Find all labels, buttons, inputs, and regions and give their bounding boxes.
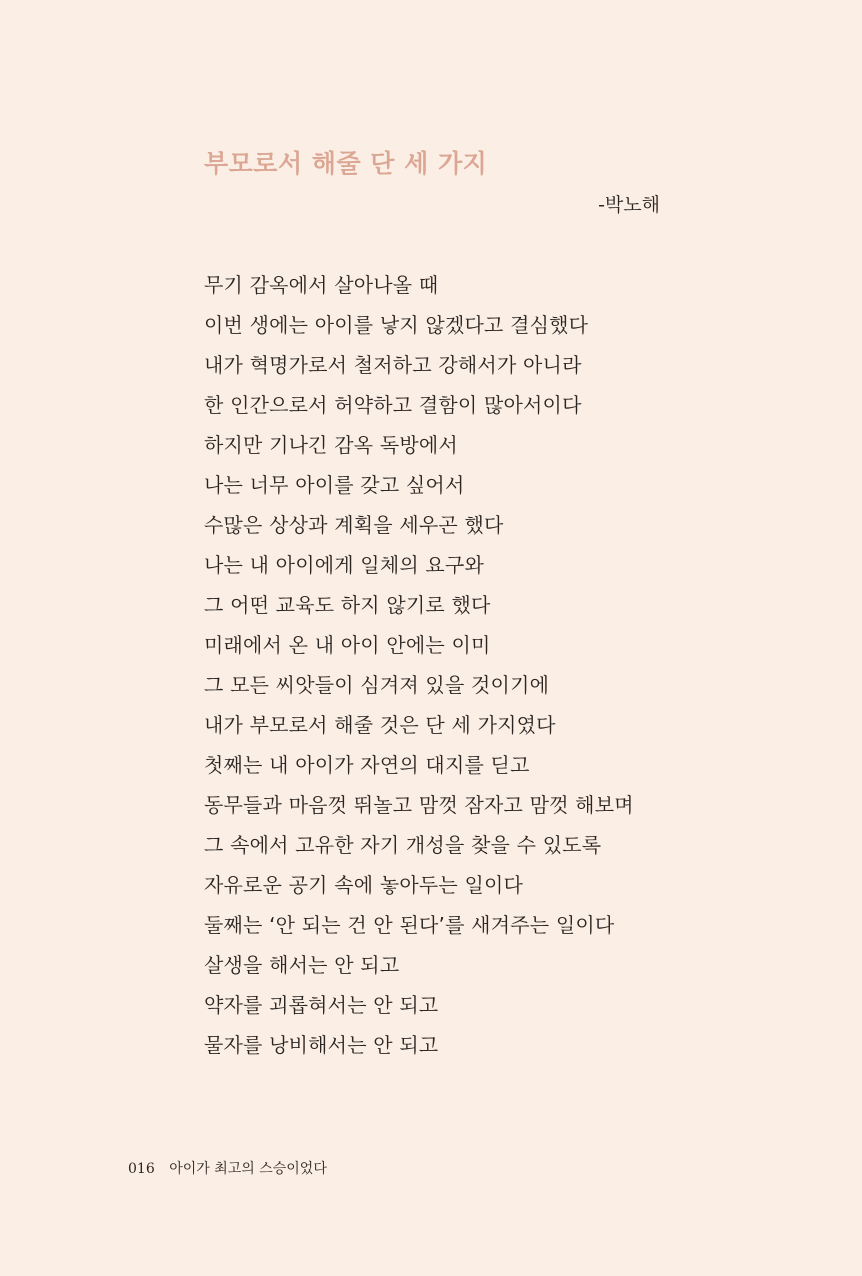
poem-line: 그 어떤 교육도 하지 않기로 했다 (204, 593, 491, 617)
poem-line: 내가 부모로서 해줄 것은 단 세 가지였다 (204, 713, 556, 737)
poem-line: 약자를 괴롭혀서는 안 되고 (204, 993, 439, 1017)
poem-line: 나는 너무 아이를 갖고 싶어서 (204, 473, 465, 497)
poem-title: 부모로서 해줄 단 세 가지 (204, 149, 488, 178)
poem-line: 자유로운 공기 속에 놓아두는 일이다 (204, 873, 524, 897)
poem-line: 나는 내 아이에게 일체의 요구와 (204, 553, 484, 577)
poem-line: 동무들과 마음껏 뛰놀고 맘껏 잠자고 맘껏 해보며 (204, 793, 634, 817)
poem-line: 그 속에서 고유한 자기 개성을 찾을 수 있도록 (204, 833, 602, 857)
poem-line: 둘째는 ‘안 되는 건 안 된다’를 새겨주는 일이다 (204, 913, 615, 937)
poem-line: 살생을 해서는 안 되고 (204, 953, 400, 977)
poem-line: 그 모든 씨앗들이 심겨져 있을 것이기에 (204, 673, 550, 697)
poem-line: 한 인간으로서 허약하고 결함이 많아서이다 (204, 393, 582, 417)
poem-author: -박노해 (598, 194, 660, 216)
poem-body (204, 265, 804, 1065)
book-title: 아이가 최고의 스승이었다 (169, 1161, 327, 1177)
poem-line: 무기 감옥에서 살아나올 때 (204, 273, 439, 297)
poem-line: 이번 생에는 아이를 낳지 않겠다고 결심했다 (204, 313, 589, 337)
poem-line: 하지만 기나긴 감옥 독방에서 (204, 433, 458, 457)
poem-line: 미래에서 온 내 아이 안에는 이미 (204, 633, 491, 657)
poem-line: 수많은 상상과 계획을 세우곤 했다 (204, 513, 504, 537)
poem-line: 내가 혁명가로서 철저하고 강해서가 아니라 (204, 353, 582, 377)
page-number: 016 (128, 1161, 155, 1177)
poem-line: 첫째는 내 아이가 자연의 대지를 딛고 (204, 753, 530, 777)
poem-line: 물자를 낭비해서는 안 되고 (204, 1033, 439, 1057)
page-footer (128, 1158, 327, 1178)
